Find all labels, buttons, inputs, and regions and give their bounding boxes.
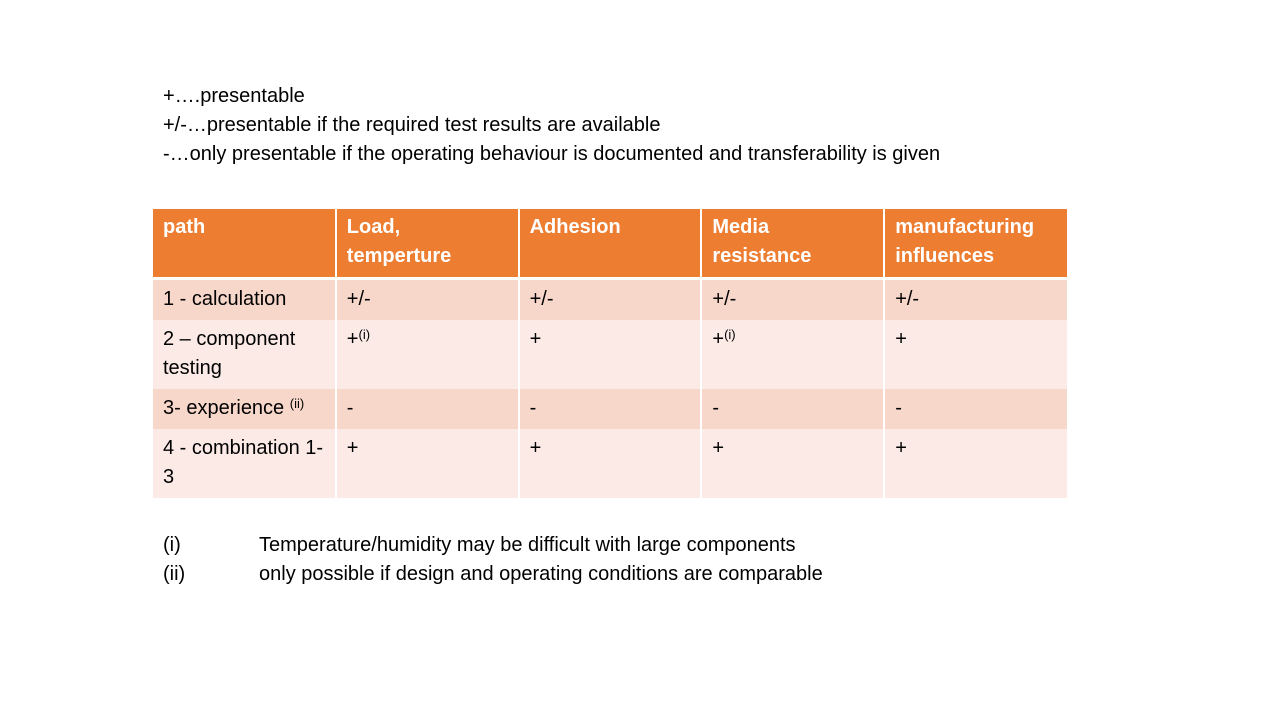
footnote-ref: (ii) bbox=[289, 396, 305, 411]
path-matrix-table bbox=[153, 209, 1067, 498]
footnote-i bbox=[163, 531, 823, 560]
cell-value: +/- bbox=[346, 288, 371, 310]
footnote-text: Temperature/humidity may be difficult with large components bbox=[259, 534, 796, 556]
table-row bbox=[153, 429, 1067, 498]
cell-value: - bbox=[346, 397, 354, 419]
footnote-text: only possible if design and operating conditions are comparable bbox=[259, 563, 823, 585]
table-row bbox=[153, 279, 1067, 321]
footnote-ii bbox=[163, 560, 823, 589]
header-load-temperature: Load, temperture bbox=[336, 209, 519, 279]
table-cell bbox=[519, 389, 702, 429]
cell-value: + bbox=[529, 328, 542, 350]
header-media-resistance: Media resistance bbox=[701, 209, 884, 279]
table-cell bbox=[701, 279, 884, 321]
cell-value: - bbox=[529, 397, 537, 419]
table-cell bbox=[336, 320, 519, 389]
cell-value: +/- bbox=[529, 288, 554, 310]
table-cell bbox=[884, 320, 1067, 389]
cell-value: +/- bbox=[712, 288, 737, 310]
table-cell bbox=[701, 389, 884, 429]
path-label: 3- experience bbox=[163, 397, 285, 419]
header-adhesion: Adhesion bbox=[519, 209, 702, 279]
table-cell bbox=[336, 429, 519, 498]
header-manufacturing-influences: manufacturing influences bbox=[884, 209, 1067, 279]
table-cell bbox=[519, 429, 702, 498]
path-label: 2 – component testing bbox=[163, 328, 296, 379]
cell-value: + bbox=[712, 328, 725, 350]
cell-value: + bbox=[895, 437, 907, 459]
cell-value: - bbox=[895, 397, 902, 419]
cell-value: + bbox=[712, 437, 725, 459]
cell-value: + bbox=[529, 437, 542, 459]
table-cell bbox=[701, 429, 884, 498]
table-cell bbox=[519, 279, 702, 321]
path-cell bbox=[153, 279, 336, 321]
table-cell bbox=[884, 389, 1067, 429]
footnotes bbox=[163, 531, 823, 589]
path-label: 4 - combination 1-3 bbox=[163, 437, 324, 488]
cell-value: +/- bbox=[895, 288, 920, 310]
path-cell bbox=[153, 320, 336, 389]
legend bbox=[163, 82, 940, 169]
table-cell bbox=[884, 429, 1067, 498]
footnote-key: (ii) bbox=[163, 563, 186, 585]
legend-plus: +….presentable bbox=[163, 85, 305, 107]
footnote-ref: (i) bbox=[724, 327, 736, 342]
table-row bbox=[153, 389, 1067, 429]
table-row bbox=[153, 320, 1067, 389]
path-cell bbox=[153, 389, 336, 429]
table-header-row bbox=[153, 209, 1067, 279]
cell-value: + bbox=[346, 328, 359, 350]
legend-plus-minus: +/-…presentable if the required test results are available bbox=[163, 114, 661, 136]
cell-value: - bbox=[712, 397, 720, 419]
footnote-ref: (i) bbox=[358, 327, 371, 342]
table-cell bbox=[336, 279, 519, 321]
header-path: path bbox=[153, 209, 336, 279]
table-cell bbox=[701, 320, 884, 389]
footnote-key: (i) bbox=[163, 534, 181, 556]
table-cell bbox=[519, 320, 702, 389]
path-label: 1 - calculation bbox=[163, 288, 287, 310]
cell-value: + bbox=[895, 328, 907, 350]
table-cell bbox=[884, 279, 1067, 321]
legend-minus: -…only presentable if the operating behaviour is documented and transferability is given bbox=[163, 143, 941, 165]
cell-value: + bbox=[346, 437, 359, 459]
path-cell bbox=[153, 429, 336, 498]
table-cell bbox=[336, 389, 519, 429]
